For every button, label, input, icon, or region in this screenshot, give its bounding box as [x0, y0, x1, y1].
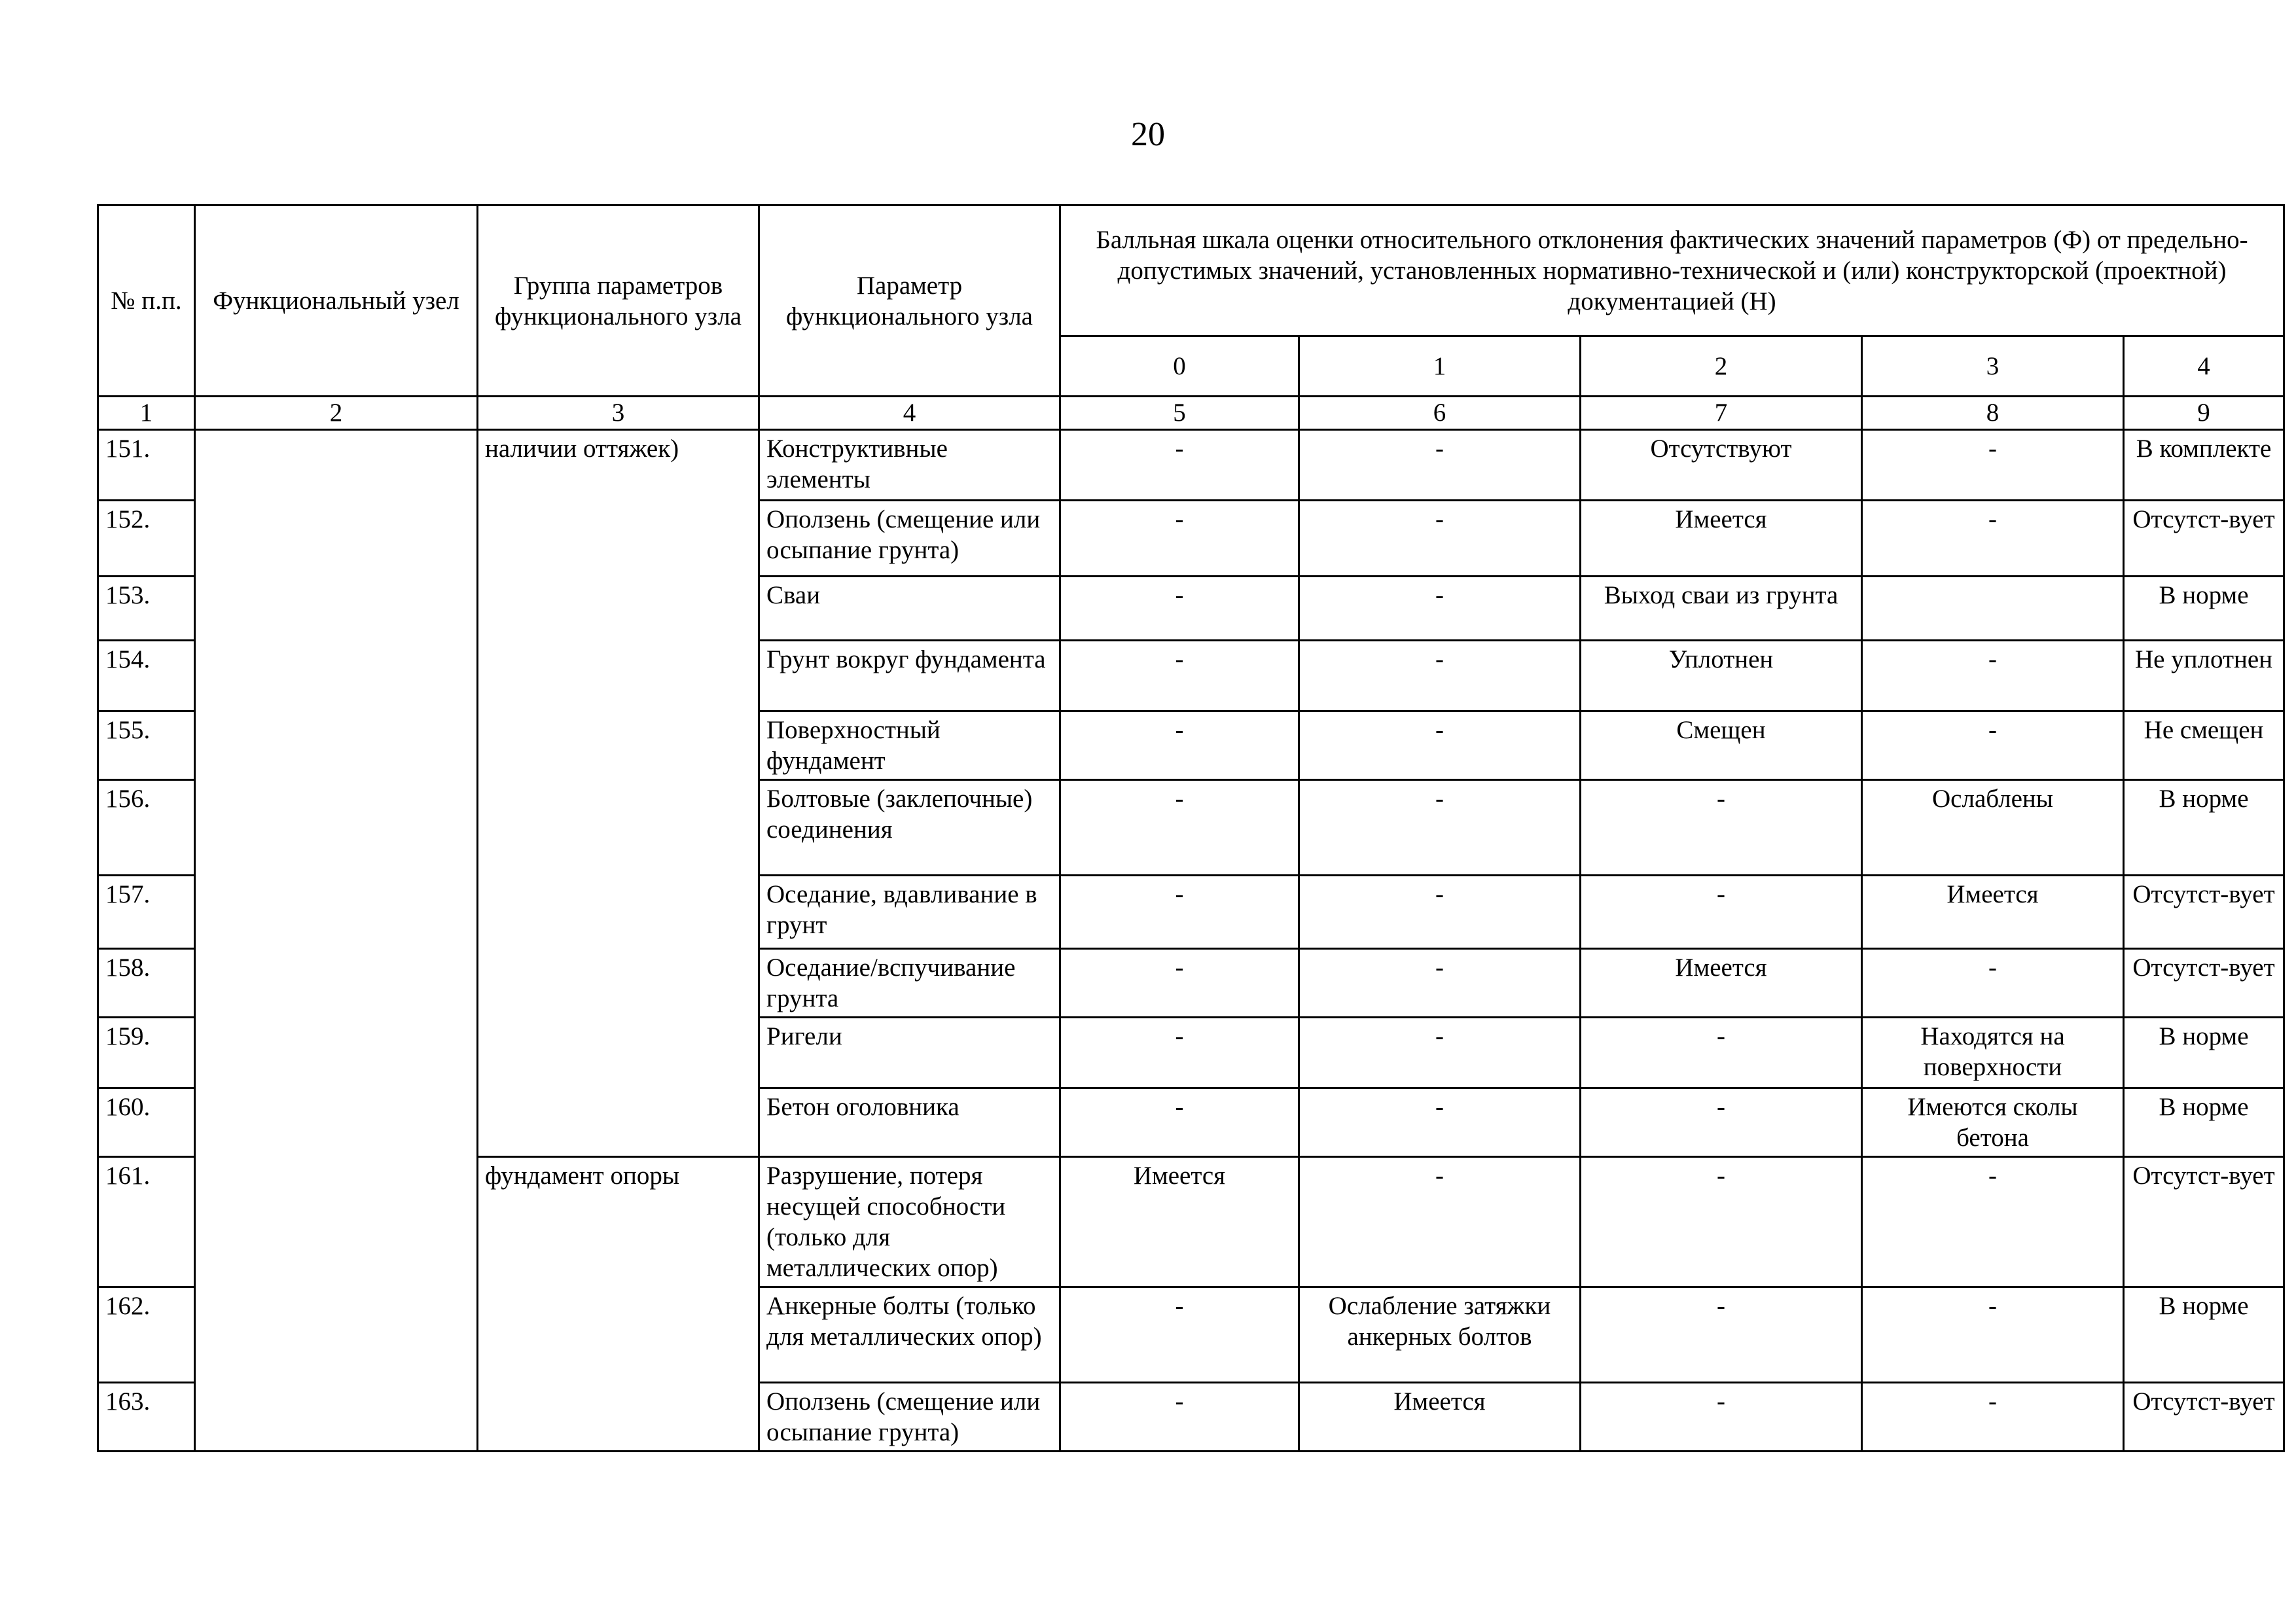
parameter-cell: Разрушение, потеря несущей способности (только для металлических опор): [759, 1157, 1060, 1287]
score-1-cell: -: [1299, 430, 1581, 501]
score-4-cell: Не уплотнен: [2124, 641, 2284, 711]
parameter-cell: Сваи: [759, 577, 1060, 641]
score-3-cell: Находятся на поверхности: [1862, 1018, 2124, 1088]
column-number-row: [98, 397, 2284, 430]
score-4-cell: Не смещен: [2124, 711, 2284, 780]
parameter-cell: Оползень (смещение или осыпание грунта): [759, 1383, 1060, 1452]
row-number: 152.: [98, 501, 195, 577]
header-row: [98, 205, 2284, 336]
score-0-cell: -: [1060, 949, 1299, 1018]
score-4-cell: В норме: [2124, 1018, 2284, 1088]
parameter-cell: Конструктивные элементы: [759, 430, 1060, 501]
score-3-cell: -: [1862, 1157, 2124, 1287]
score-1-cell: Имеется: [1299, 1383, 1581, 1452]
score-1-cell: -: [1299, 1157, 1581, 1287]
score-0-cell: -: [1060, 641, 1299, 711]
score-0-cell: Имеется: [1060, 1157, 1299, 1287]
col-number-4: 4: [759, 397, 1060, 430]
functional-unit-cell: [195, 430, 478, 1452]
score-1-cell: Ослабление затяжки анкерных болтов: [1299, 1287, 1581, 1383]
col-number-9: 9: [2124, 397, 2284, 430]
row-number: 160.: [98, 1088, 195, 1157]
col-number-7: 7: [1581, 397, 1862, 430]
score-4-cell: В норме: [2124, 1287, 2284, 1383]
score-2-cell: -: [1581, 1088, 1862, 1157]
score-3-cell: [1862, 577, 2124, 641]
score-1-cell: -: [1299, 949, 1581, 1018]
score-2-cell: Отсутствуют: [1581, 430, 1862, 501]
parameter-cell: Поверхностный фундамент: [759, 711, 1060, 780]
score-0-cell: -: [1060, 1088, 1299, 1157]
score-0-cell: -: [1060, 501, 1299, 577]
score-3-cell: Ослаблены: [1862, 780, 2124, 876]
page-number: 20: [1131, 116, 1165, 153]
score-4-cell: Отсутст-вует: [2124, 1157, 2284, 1287]
row-number: 153.: [98, 577, 195, 641]
score-1-cell: -: [1299, 577, 1581, 641]
score-1: 1: [1299, 336, 1581, 397]
group-cell: фундамент опоры: [478, 1157, 759, 1452]
score-3-cell: -: [1862, 949, 2124, 1018]
score-4-cell: Отсутст-вует: [2124, 1383, 2284, 1452]
score-4-cell: Отсутст-вует: [2124, 876, 2284, 949]
score-0-cell: -: [1060, 577, 1299, 641]
header-parameter: Параметр функционального узла: [759, 205, 1060, 397]
score-3-cell: Имеется: [1862, 876, 2124, 949]
score-4-cell: Отсутст-вует: [2124, 501, 2284, 577]
header-parameter-group: Группа параметров функционального узла: [478, 205, 759, 397]
score-4: 4: [2124, 336, 2284, 397]
score-0-cell: -: [1060, 876, 1299, 949]
score-2-cell: -: [1581, 876, 1862, 949]
parameter-cell: Ригели: [759, 1018, 1060, 1088]
score-0: 0: [1060, 336, 1299, 397]
row-number: 162.: [98, 1287, 195, 1383]
row-number: 161.: [98, 1157, 195, 1287]
score-0-cell: -: [1060, 1018, 1299, 1088]
score-2: 2: [1581, 336, 1862, 397]
parameter-cell: Анкерные болты (только для металлических опор): [759, 1287, 1060, 1383]
score-1-cell: -: [1299, 876, 1581, 949]
parameter-cell: Грунт вокруг фундамента: [759, 641, 1060, 711]
parameter-cell: Бетон оголовника: [759, 1088, 1060, 1157]
score-3-cell: -: [1862, 501, 2124, 577]
parameter-cell: Оседание/вспучивание грунта: [759, 949, 1060, 1018]
col-number-6: 6: [1299, 397, 1581, 430]
row-number: 151.: [98, 430, 195, 501]
score-4-cell: Отсутст-вует: [2124, 949, 2284, 1018]
score-1-cell: -: [1299, 780, 1581, 876]
header-functional-unit: Функциональный узел: [195, 205, 478, 397]
parameter-cell: Оползень (смещение или осыпание грунта): [759, 501, 1060, 577]
score-3-cell: Имеются сколы бетона: [1862, 1088, 2124, 1157]
score-2-cell: -: [1581, 1157, 1862, 1287]
score-3-cell: -: [1862, 430, 2124, 501]
col-number-1: 1: [98, 397, 195, 430]
score-0-cell: -: [1060, 430, 1299, 501]
score-1-cell: -: [1299, 711, 1581, 780]
score-3-cell: -: [1862, 711, 2124, 780]
score-2-cell: Смещен: [1581, 711, 1862, 780]
score-2-cell: Уплотнен: [1581, 641, 1862, 711]
col-number-5: 5: [1060, 397, 1299, 430]
score-4-cell: В норме: [2124, 780, 2284, 876]
score-1-cell: -: [1299, 501, 1581, 577]
score-3: 3: [1862, 336, 2124, 397]
col-number-2: 2: [195, 397, 478, 430]
score-4-cell: В норме: [2124, 577, 2284, 641]
row-number: 159.: [98, 1018, 195, 1088]
table-row: [98, 430, 2284, 501]
row-number: 155.: [98, 711, 195, 780]
header-scale-title: Балльная шкала оценки относительного отклонения фактических значений параметров (Ф) от предельно-допустимых значений, установленных нормативно-технической и (или) конструкторской (проектной) документацией (Н): [1060, 205, 2284, 336]
row-number: 158.: [98, 949, 195, 1018]
score-2-cell: -: [1581, 1383, 1862, 1452]
row-number: 156.: [98, 780, 195, 876]
score-2-cell: -: [1581, 1287, 1862, 1383]
score-0-cell: -: [1060, 711, 1299, 780]
score-4-cell: В комплекте: [2124, 430, 2284, 501]
row-number: 163.: [98, 1383, 195, 1452]
score-1-cell: -: [1299, 1018, 1581, 1088]
score-0-cell: -: [1060, 1383, 1299, 1452]
score-3-cell: -: [1862, 1383, 2124, 1452]
score-3-cell: -: [1862, 1287, 2124, 1383]
score-2-cell: Имеется: [1581, 949, 1862, 1018]
score-0-cell: -: [1060, 780, 1299, 876]
score-2-cell: Имеется: [1581, 501, 1862, 577]
parameter-cell: Болтовые (заклепочные) соединения: [759, 780, 1060, 876]
score-2-cell: Выход сваи из грунта: [1581, 577, 1862, 641]
header-number: № п.п.: [98, 205, 195, 397]
col-number-8: 8: [1862, 397, 2124, 430]
parameter-cell: Оседание, вдавливание в грунт: [759, 876, 1060, 949]
score-1-cell: -: [1299, 641, 1581, 711]
score-3-cell: -: [1862, 641, 2124, 711]
score-2-cell: -: [1581, 1018, 1862, 1088]
score-4-cell: В норме: [2124, 1088, 2284, 1157]
score-2-cell: -: [1581, 780, 1862, 876]
col-number-3: 3: [478, 397, 759, 430]
score-0-cell: -: [1060, 1287, 1299, 1383]
score-1-cell: -: [1299, 1088, 1581, 1157]
group-cell: наличии оттяжек): [478, 430, 759, 1157]
row-number: 154.: [98, 641, 195, 711]
assessment-table: [97, 204, 2285, 1452]
row-number: 157.: [98, 876, 195, 949]
